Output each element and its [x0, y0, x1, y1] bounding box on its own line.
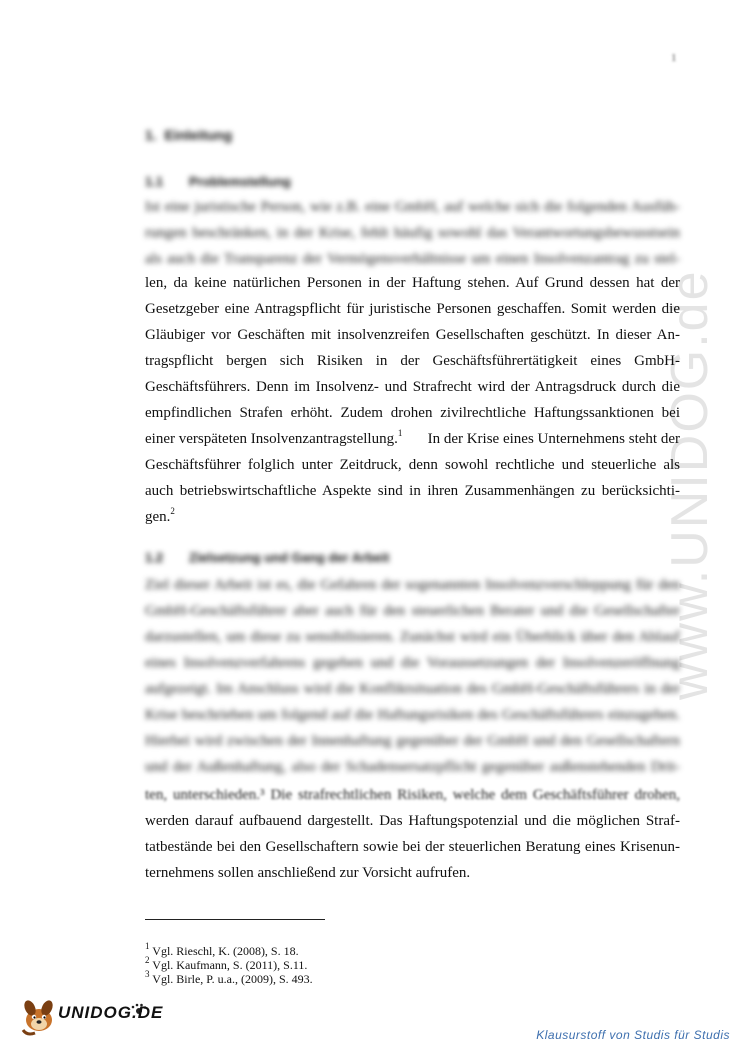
blurred-paragraph-line: Ziel dieser Arbeit ist es, die Gefahren der sogenannten Insolvenzverschleppung für den [145, 577, 680, 593]
dog-icon [22, 999, 55, 1034]
paragraph-line: ternehmens sollen anschließend zur Vorsicht aufrufen. [145, 865, 471, 881]
slogan: Klausurstoff von Studis für Studis [536, 1028, 730, 1042]
page-number: 1 [671, 52, 677, 64]
paragraph-line: auch betriebswirtschaftliche Aspekte sind in ihren Zusammenhängen zu berücksichti- [145, 483, 680, 499]
section-1-title: Problemstellung [189, 174, 291, 189]
logo-text: UNIDOG.DE [58, 1003, 164, 1022]
paragraph-line: len, da keine natürlichen Personen in der Haftung stehen. Auf Grund dessen hat der [145, 275, 680, 291]
footnote: $^1$ Vgl. Rieschl, K. (2008), S. 18. [145, 941, 299, 958]
footnote: $^3$ Vgl. Birle, P. u.a., (2009), S. 493. [145, 969, 313, 986]
heading-1-title: Einleitung [164, 127, 233, 143]
section-2-title: Zielsetzung und Gang der Arbeit [189, 550, 390, 565]
section-1-heading [145, 174, 291, 189]
blurred-paragraph-line: eines Insolvenzverfahrens gegeben und die Voraussetzungen der Insolvenzeröffnung [145, 655, 680, 671]
section-2-heading [145, 550, 389, 565]
paragraph-line: Gesetzgeber eine Antragspflicht für juristische Personen geschaffen. Somit werden die [145, 301, 680, 317]
footnote: $^2$ Vgl. Kaufmann, S. (2011), S.11. [145, 955, 308, 972]
blurred-paragraph-line: Ist eine juristische Person, wie z.B. eine GmbH, auf welche sich die folgenden Ausfüh- [145, 199, 680, 215]
paragraph-line: empfindlichen Strafen erhöht. Zudem drohen zivilrechtliche Haftungssanktionen bei [145, 405, 680, 421]
blurred-paragraph-line: Krise beschrieben um folgend auf die Haftungsrisiken des Geschäftsführers einzugehen. [145, 707, 680, 723]
paragraph-line: tatbestände bei den Gesellschaftern sowie bei der steuerlichen Beratung eines Krisenun- [145, 839, 680, 855]
footnote-separator [145, 919, 325, 920]
watermark: www.UNIDOG.de [661, 269, 719, 700]
blurred-paragraph-line: rungen beschränken, in der Krise, fehlt häufig sowohl das Verantwortungsbewusstsein [145, 225, 680, 241]
section-1-number: 1.1 [145, 174, 164, 189]
paragraph-line: werden darauf aufbauend dargestellt. Das Haftungspotenzial und die möglichen Straf- [145, 813, 680, 829]
section-2-number: 1.2 [145, 550, 164, 565]
paragraph-line: Geschäftsführer folglich unter Zeitdruck, denn sowohl rechtliche und steuerliche als [145, 457, 680, 473]
blurred-paragraph-line: aufgezeigt. Im Anschluss wird die Konfliktsituation des GmbH-Geschäftsführers in der [145, 681, 680, 697]
blurred-paragraph-line: darzustellen, um diese zu sensibilisieren. Zunächst wird ein Überblick über den Ablauf [145, 629, 680, 645]
line-part: In der Krise eines Unternehmens steht der [427, 431, 680, 447]
paragraph-line [145, 426, 680, 452]
blurred-paragraph-line: als auch die Transparenz der Vermögensverhältnisse um einen Insolvenzantrag zu stel- [145, 251, 680, 267]
paragraph-line: Geschäftsführers. Denn im Insolvenz- und Strafrecht wird der Antragsdruck durch die [145, 379, 680, 395]
footnote-ref: 2 [170, 506, 175, 516]
partially-blurred-line: ten, unterschieden.³ Die strafrechtlichen Risiken, welche dem Geschäftsführer drohen, [145, 787, 680, 803]
paragraph-line: Gläubiger vor Geschäften mit insolvenzreifen Gesellschaften geschützt. In dieser An- [145, 327, 680, 343]
blurred-paragraph-line: Hierbei wird zwischen der Innenhaftung gegenüber der GmbH und den Gesellschaftern [145, 733, 680, 749]
blurred-paragraph-line: und der Außenhaftung, also der Schadensersatzpflicht gegenüber außenstehenden Drit- [145, 759, 680, 775]
footnote-ref: 1 [397, 428, 403, 438]
blurred-paragraph-line: GmbH-Geschäftsführer aber auch für den steuerlichen Berater und die Gesellschafter [145, 603, 680, 619]
line-part: einer verspäteten Insolvenzantragstellung.$^1$ [145, 428, 403, 447]
heading-1 [145, 127, 232, 143]
paragraph-line: tragspflicht bergen sich Risiken in der Geschäftsführertätigkeit eines GmbH- [145, 353, 680, 369]
heading-1-number: 1. [145, 127, 157, 143]
paragraph-line: gen.$^2$ [145, 506, 175, 525]
